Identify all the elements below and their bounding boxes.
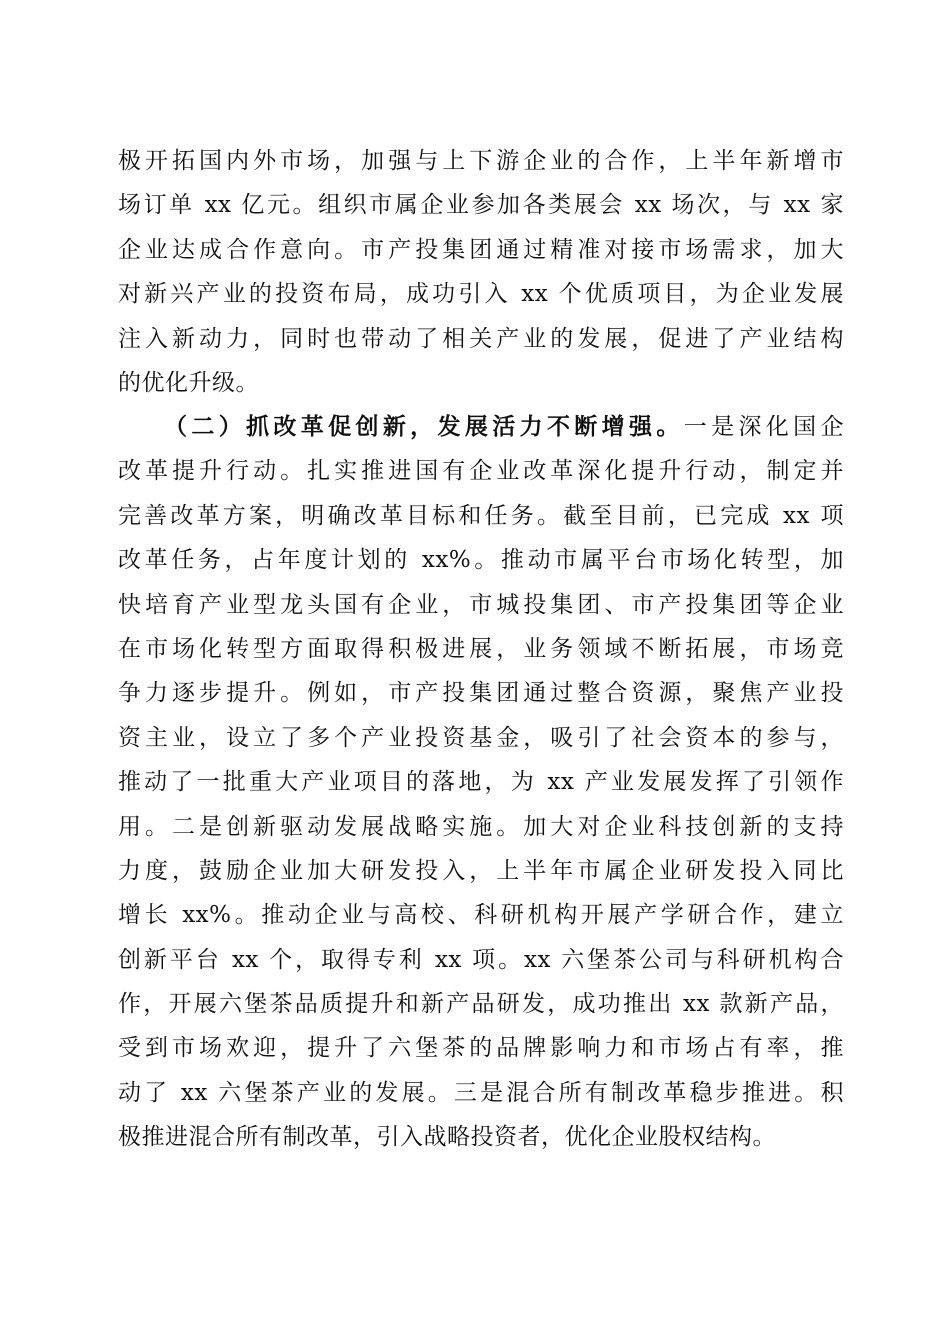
paragraph-line: 受到市场欢迎，提升了六堡茶的品牌影响力和市场占有率，推 (118, 1035, 844, 1062)
paragraph-line: 改革任务，占年度计划的 xx%。推动市属平台市场化转型，加 (118, 547, 844, 574)
paragraph-line: 注入新动力，同时也带动了相关产业的发展，促进了产业结构 (118, 325, 844, 352)
paragraph-line: 动了 xx 六堡茶产业的发展。三是混合所有制改革稳步推进。积 (118, 1079, 844, 1106)
paragraph-line: 极推进混合所有制改革，引入战略投资者，优化企业股权结构。 (118, 1124, 776, 1151)
paragraph-line-rest: 一是深化国企 (683, 414, 845, 440)
paragraph-first-line (118, 405, 844, 449)
section-heading: （二）抓改革促创新，发展活力不断增强。 (164, 413, 684, 440)
paragraph-line: 力度，鼓励企业加大研发投入，上半年市属企业研发投入同比 (118, 857, 844, 884)
paragraph-line: 争力逐步提升。例如，市产投集团通过整合资源，聚焦产业投 (118, 680, 844, 707)
paragraph-line: 作，开展六堡茶品质提升和新产品研发，成功推出 xx 款新产品， (118, 991, 844, 1018)
paragraph-line: 增长 xx%。推动企业与高校、科研机构开展产学研合作，建立 (118, 902, 844, 929)
paragraph-line: 创新平台 xx 个，取得专利 xx 项。xx 六堡茶公司与科研机构合 (118, 946, 844, 973)
paragraph-line: 用。二是创新驱动发展战略实施。加大对企业科技创新的支持 (118, 813, 844, 840)
paragraph-line: 快培育产业型龙头国有企业，市城投集团、市产投集团等企业 (118, 591, 844, 618)
paragraph-line: 的优化升级。 (118, 369, 259, 396)
paragraph-1 (118, 139, 844, 405)
paragraph-line: 在市场化转型方面取得积极进展，业务领域不断拓展，市场竞 (118, 635, 844, 662)
paragraph-2 (118, 405, 844, 1160)
paragraph-line: 场订单 xx 亿元。组织市属企业参加各类展会 xx 场次，与 xx 家 (118, 192, 844, 219)
paragraph-line: 资主业，设立了多个产业投资基金，吸引了社会资本的参与， (118, 724, 844, 751)
paragraph-line: 完善改革方案，明确改革目标和任务。截至目前，已完成 xx 项 (118, 502, 844, 529)
paragraph-line: 改革提升行动。扎实推进国有企业改革深化提升行动，制定并 (118, 458, 844, 485)
paragraph-line: 推动了一批重大产业项目的落地，为 xx 产业发展发挥了引领作 (118, 769, 844, 796)
paragraph-line: 对新兴产业的投资布局，成功引入 xx 个优质项目，为企业发展 (118, 281, 844, 308)
paragraph-line: 极开拓国内外市场，加强与上下游企业的合作，上半年新增市 (118, 148, 844, 174)
paragraph-line: 企业达成合作意向。市产投集团通过精准对接市场需求，加大 (118, 236, 844, 263)
